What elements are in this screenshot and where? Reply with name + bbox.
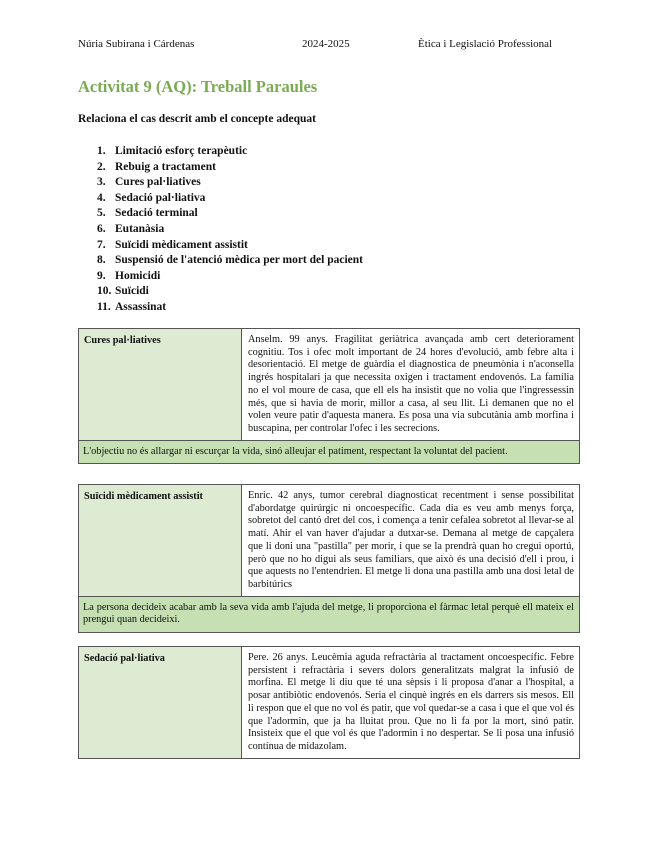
header-course: Ètica i Legislació Professional [418,38,553,50]
list-item-number: 10. [97,285,112,298]
list-item [97,284,363,300]
case-description: Pere. 26 anys. Leucèmia aguda refractària al tractament oncoespecífic. Febre persistent i refractària i severs dolors generalitzats malgrat la infusió de morfina. El metge li diu que té una sèpsis i li proposa d'anar a l'hospital, a posar antibiòtic endovenós. Seria el cinquè ingrés en els darrers sis mesos. Ell li respon que el que no vol és patir, que vol quedar-se a casa i que el que vol és que l'adormin, que ja ha lluitat prou. Que no li fa por la mort, sinó patir. Insisteix que el que vol és que l'adormin i no despertar. Se li posa una infusió contínua de midazolam. [248,652,574,752]
page-title: Activitat 9 (AQ): Treball Paraules [78,77,318,96]
case-description: Enric. 42 anys, tumor cerebral diagnosticat recentment i sense possibilitat d'abordatge quirúrgic ni oncoespecífic. Cada dia es veu amb menys força, sobretot del cantó dret del cos, i comença a tenir cefalea sobretot al llevar-se al matí. Ahir el van haver d'ajudar a dutxar-se. Demana al metge de capçalera que li doni una "pastilla" per morir, i que se la prendrà quan ho cregui oportú, però que no ho digui als seus familiars, que això és una decisió d'ell i prou, i que aquests no l'entendrien. El metge li dona una pastilla amb una dosi letal de barbitúrics [248,490,574,590]
list-item-number: 6. [97,222,106,235]
list-item-number: 5. [97,207,106,220]
concept-list [97,144,363,316]
list-item-number: 8. [97,254,106,267]
list-item [97,144,363,160]
list-item [97,253,363,269]
case-table [78,328,580,464]
page-subtitle: Relaciona el cas descrit amb el concepte adequat [78,113,316,125]
case-explanation: La persona decideix acabar amb la seva vida amb l'ajuda del metge, li proporciona el fàrmac letal perquè ell mateix el prengui quan decideixi. [79,596,579,632]
list-item [97,300,363,316]
list-item-number: 3. [97,176,106,189]
case-table [78,646,580,759]
list-item-number: 9. [97,269,106,282]
list-item [97,222,363,238]
list-item-label: Sedació pal·liativa [115,191,206,204]
list-item-label: Suïcidi mèdicament assistit [115,238,248,251]
list-item-label: Eutanàsia [115,222,165,235]
list-item-label: Suspensió de l'atenció mèdica per mort del pacient [115,254,363,267]
list-item-number: 4. [97,191,106,204]
list-item [97,238,363,254]
list-item-label: Rebuig a tractament [115,160,216,173]
list-item-label: Sedació terminal [115,207,198,220]
case-description: Anselm. 99 anys. Fragilitat geriàtrica avançada amb cert deteriorament cognitiu. Tos i ofec molt important de 24 hores d'evolució, amb febre alta i desorientació. El metge de guàrdia el diagnostica de pneumònia i n'aconsella ingrés hospitalari ja que necessita oxigen i tractament endovenós. La família no el vol moure de casa, que ell els ha insistit que no volia que l'ingressessin més, que si havia de morir, millor a casa, al seu llit. Li demanen que no el volen veure patir d'aquesta manera. Es posa una via subcutània amb morfina i buscapina, per controlar l'ofec i les secrecions. [248,334,574,434]
case-concept: Sedació pal·liativa [79,647,242,758]
case-explanation: L'objectiu no és allargar ni escurçar la vida, sinó alleujar el patiment, respectant la voluntat del pacient. [79,440,579,464]
case-table [78,484,580,633]
list-item-label: Assassinat [115,300,167,313]
case-concept: Cures pal·liatives [79,329,242,440]
list-item [97,191,363,207]
list-item [97,269,363,285]
list-item-number: 1. [97,145,106,157]
list-item [97,206,363,222]
case-row [79,329,579,440]
header-year: 2024-2025 [302,38,350,50]
list-item [97,160,363,176]
header-author: Núria Subirana i Cárdenas [78,38,195,50]
list-item-label: Homicidi [115,269,161,282]
list-item-number: 2. [97,160,106,173]
case-row [79,485,579,596]
list-item-label: Suïcidi [115,285,149,298]
list-item-label: Cures pal·liatives [115,176,201,189]
list-item-label: Limitació esforç terapèutic [115,145,248,157]
list-item [97,175,363,191]
list-item-number: 7. [97,238,106,251]
case-concept: Suïcidi mèdicament assistit [79,485,242,596]
list-item-number: 11. [97,300,111,313]
case-row [79,647,579,758]
